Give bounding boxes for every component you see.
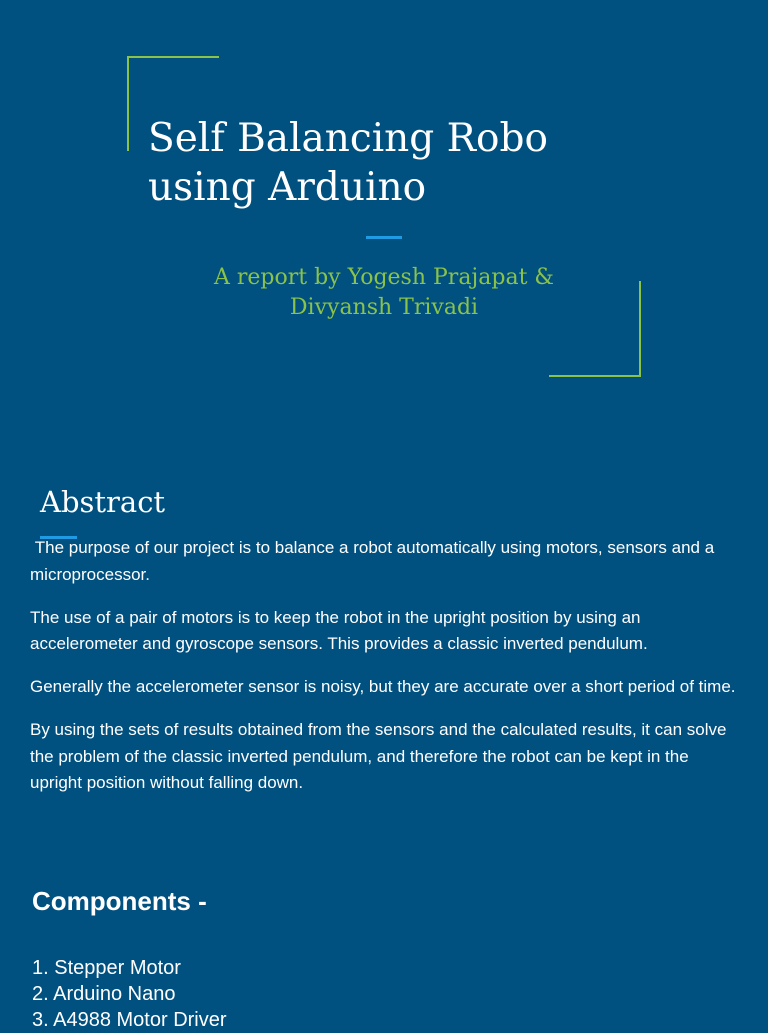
abstract-paragraph-2: The use of a pair of motors is to keep the robot in the upright position by using an accelerometer and gyroscope sensors. This provides a classic inverted pendulum.: [30, 607, 648, 653]
components-heading: Components -: [32, 886, 207, 916]
report-subtitle-line1: A report by Yogesh Prajapat &: [213, 265, 554, 290]
report-subtitle: [130, 263, 638, 323]
list-item: 1. Stepper Motor: [32, 957, 181, 979]
report-title-line1: Self Balancing Robo: [148, 116, 548, 161]
report-subtitle-line2: Divyansh Trivadi: [289, 295, 479, 320]
abstract-body: [30, 535, 742, 813]
report-title: [148, 114, 628, 212]
abstract-paragraph-1: The purpose of our project is to balance a robot automatically using motors, sensors and a microprocessor.: [30, 538, 719, 584]
abstract-paragraph-3: Generally the accelerometer sensor is noisy, but they are accurate over a short period of time.: [30, 677, 736, 696]
abstract-heading: Abstract: [40, 485, 166, 519]
list-item: 2. Arduino Nano: [32, 983, 176, 1005]
report-title-line2: using Arduino: [148, 165, 427, 210]
title-underline-accent: [366, 236, 402, 239]
list-item: 3. A4988 Motor Driver: [32, 1009, 227, 1031]
components-list: [32, 955, 227, 1033]
abstract-paragraph-4: By using the sets of results obtained from the sensors and the calculated results, it can solve the problem of the classic inverted pendulum, and therefore the robot can be kept in the upright position without falling down.: [30, 720, 727, 792]
